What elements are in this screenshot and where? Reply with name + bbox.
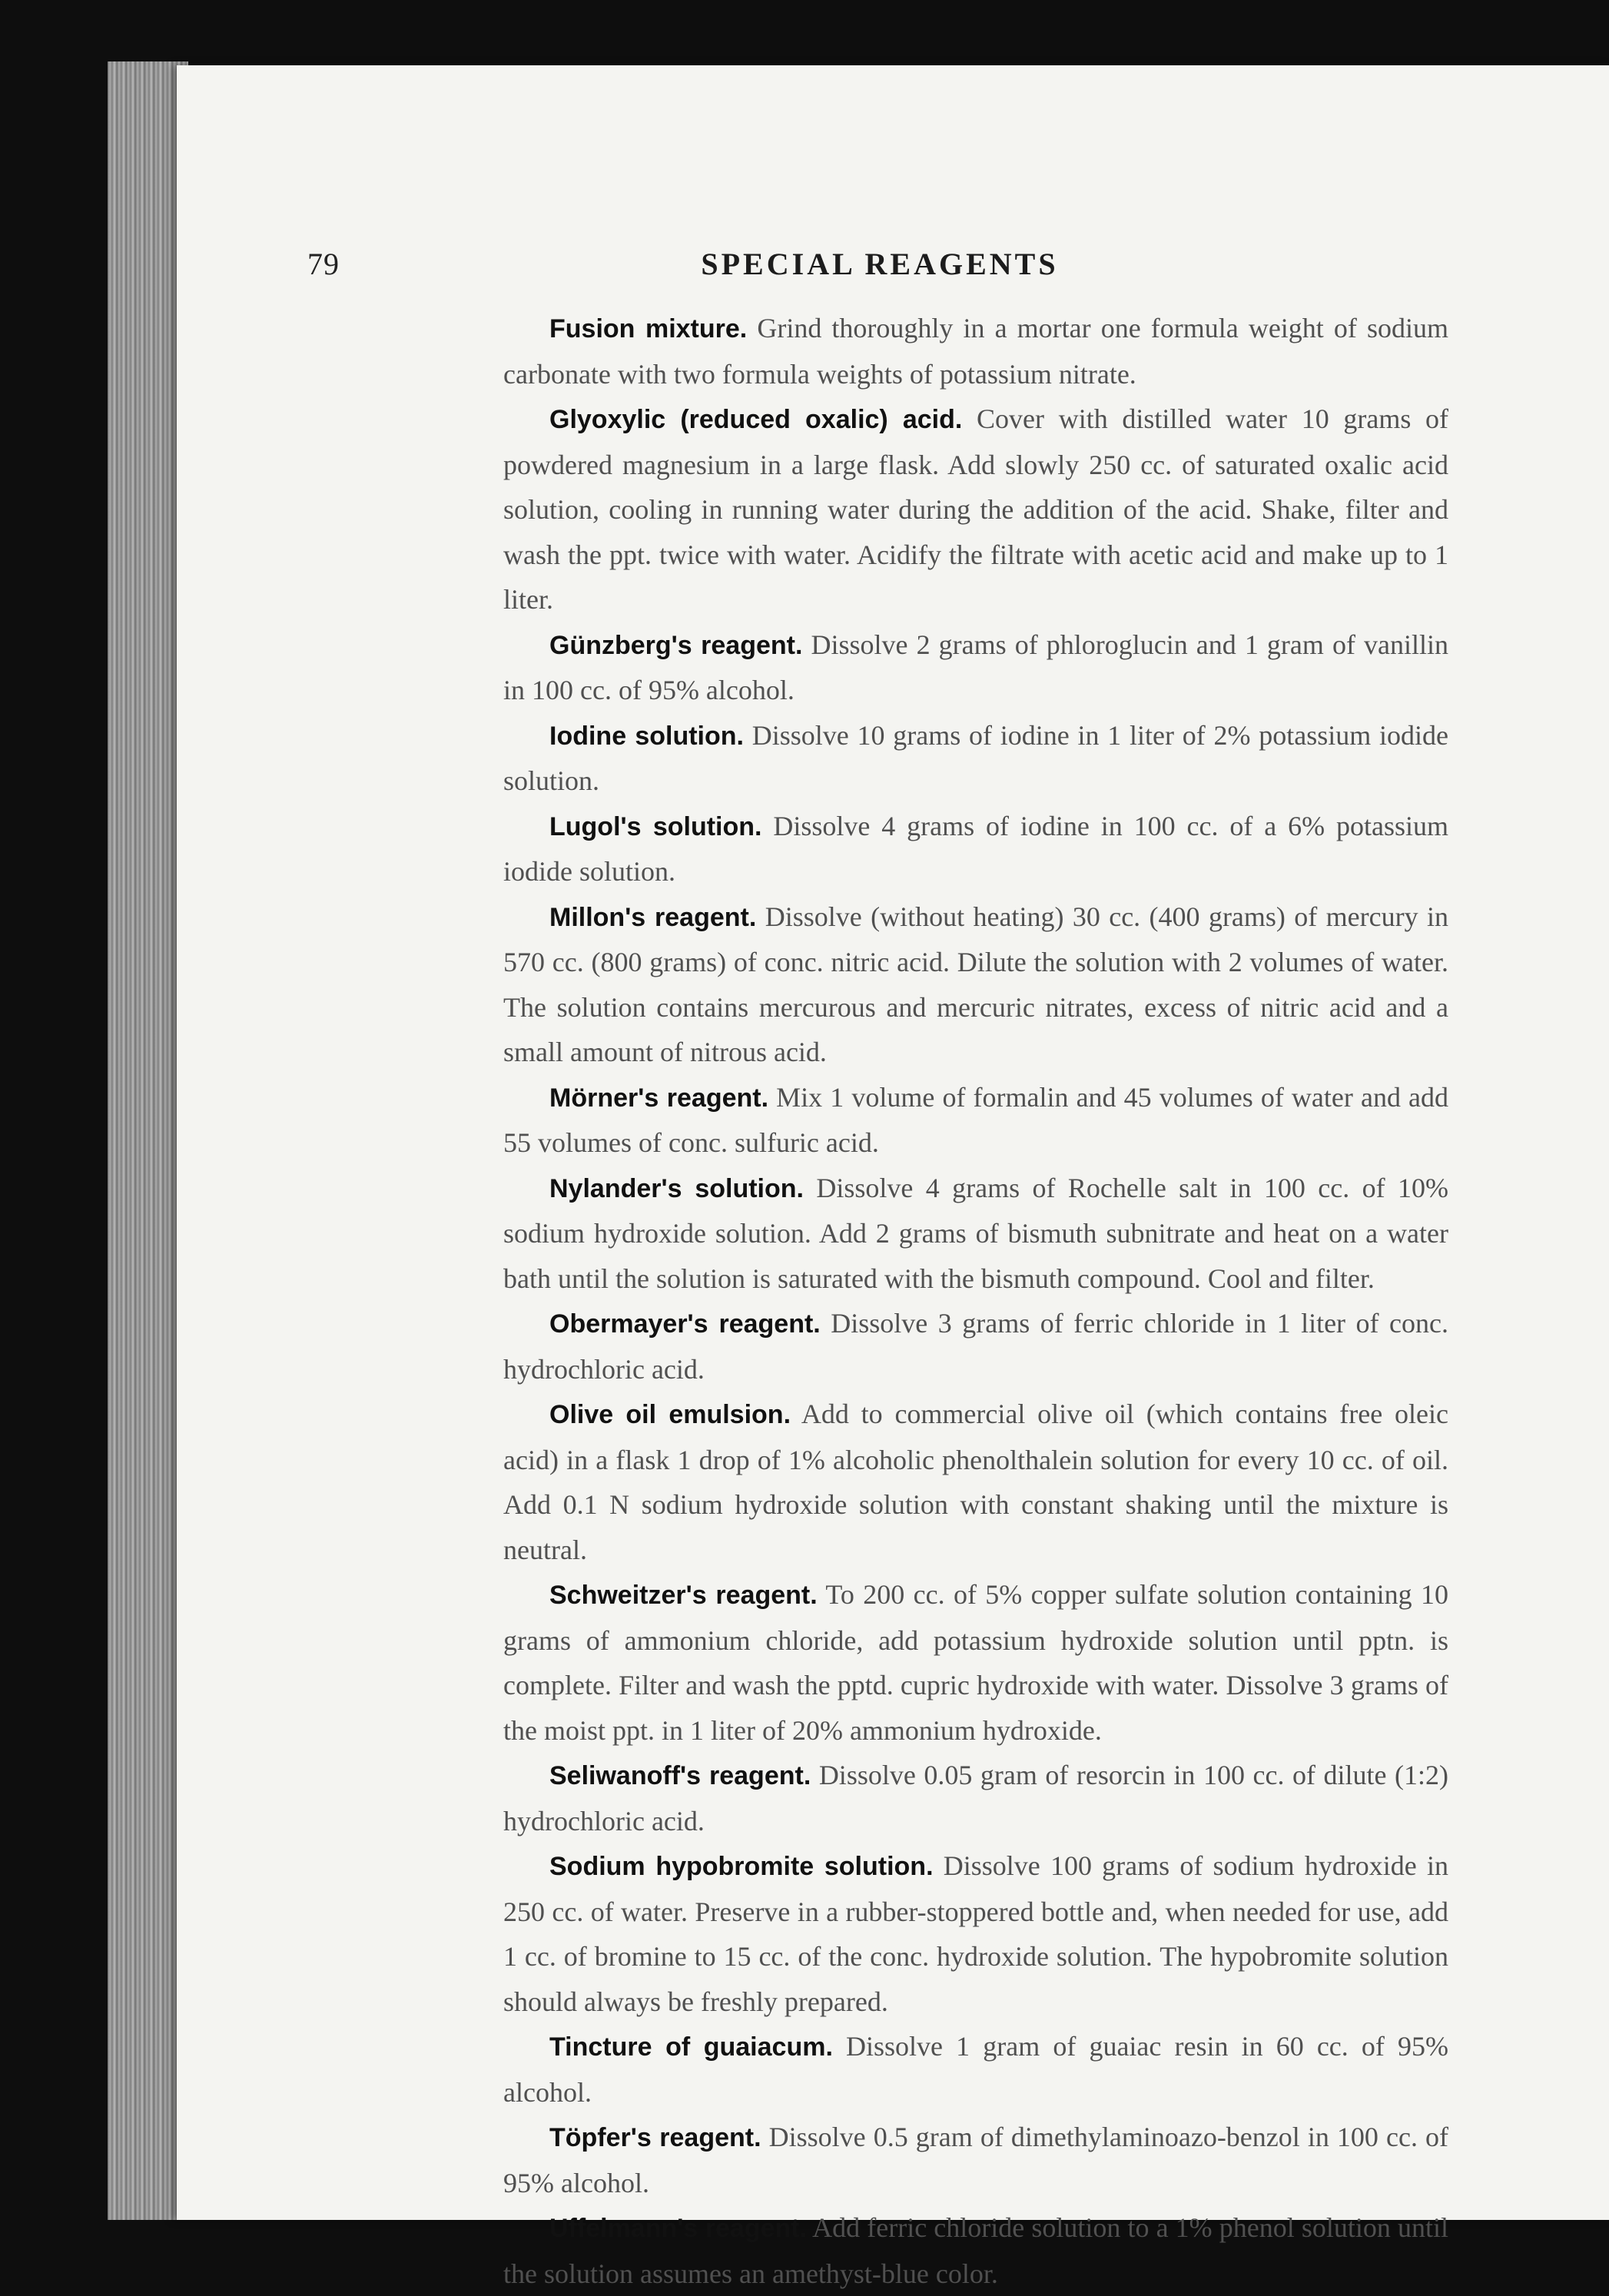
entry-term: Schweitzer's reagent.: [549, 1581, 818, 1610]
entry-text: Grind thoroughly in a mortar one formula weight of sodium carbonate with two formula weights of potassium nitrate.: [503, 313, 1448, 390]
entry-nylander-solution: [503, 1166, 1448, 1302]
entry-term: Iodine solution.: [549, 721, 744, 751]
entry-text: Mix 1 volume of formalin and 45 volumes of water and add 55 volumes of conc. sulfuric acid.: [503, 1081, 1449, 1158]
entry-text: Add to commercial olive oil (which contains free oleic acid) in a flask 1 drop of 1% alcoholic phenolthalein solution for every 10 cc. of oil. Add 0.1 N sodium hydroxide solution with constant shaking until the mixture is neutral.: [503, 1399, 1449, 1565]
entry-millon-reagent: [503, 894, 1448, 1075]
entry-term: Nylander's solution.: [549, 1173, 804, 1203]
entry-olive-oil-emulsion: [503, 1392, 1448, 1572]
entry-text: Add ferric chloride solution to a 1% phenol solution until the solution assumes an amethyst-blue color.: [503, 2212, 1449, 2289]
entry-obermayer-reagent: [503, 1301, 1448, 1392]
entry-term: Lugol's solution.: [549, 811, 762, 841]
entry-text: To 200 cc. of 5% copper sulfate solution containing 10 grams of ammonium chloride, add potassium hydroxide solution until pptn. is complete. Filter and wash the pptd. cupric hydroxide with water. Dissolve 3 grams of the moist ppt. in 1 liter of 20% ammonium hydroxide.: [503, 1579, 1449, 1746]
entry-text: Dissolve 10 grams of iodine in 1 liter of 2% potassium iodide solution.: [503, 719, 1449, 796]
entry-term: Seliwanoff's reagent.: [549, 1761, 811, 1790]
entry-text: Dissolve 3 grams of ferric chloride in 1 liter of conc. hydrochloric acid.: [503, 1308, 1448, 1385]
entry-term: Sodium hypobromite solution.: [549, 1852, 934, 1881]
entry-text: Dissolve 0.5 gram of dimethylaminoazo-benzol in 100 cc. of 95% alcohol.: [503, 2122, 1449, 2198]
entry-sodium-hypobromite: [503, 1843, 1448, 2024]
entry-tincture-guaiacum: [503, 2024, 1448, 2115]
entry-text: Dissolve 4 grams of iodine in 100 cc. of a 6% potassium iodide solution.: [503, 810, 1449, 887]
entry-text: Dissolve 4 grams of Rochelle salt in 100 cc. of 10% sodium hydroxide solution. Add 2 grams of bismuth subnitrate and heat on a water bath until the solution is saturated with the bismuth compound. Cool and filter.: [503, 1172, 1448, 1294]
entry-lugol-solution: [503, 804, 1448, 894]
entry-term: Millon's reagent.: [549, 902, 757, 932]
entry-term: Obermayer's reagent.: [549, 1309, 821, 1339]
entry-term: Tincture of guaiacum.: [549, 2032, 833, 2062]
entry-seliwanoff-reagent: [503, 1753, 1448, 1843]
entry-term: Glyoxylic (reduced oxalic) acid.: [549, 405, 963, 434]
entry-term: Mörner's reagent.: [549, 1083, 769, 1113]
entry-term: Töpfer's reagent.: [549, 2123, 761, 2152]
entry-term: Olive oil emulsion.: [549, 1400, 791, 1429]
entry-text: Dissolve 1 gram of guaiac resin in 60 cc. of 95% alcohol.: [503, 2031, 1449, 2108]
entry-uffelmann-reagent: [503, 2205, 1448, 2296]
entry-gunzberg-reagent: [503, 622, 1448, 713]
entry-fusion-mixture: [503, 306, 1448, 396]
entry-text: Dissolve 2 grams of phloroglucin and 1 gram of vanillin in 100 cc. of 95% alcohol.: [503, 629, 1448, 705]
entry-text: Cover with distilled water 10 grams of powdered magnesium in a large flask. Add slowly 250 cc. of saturated oxalic acid solution, cooling in running water during the addition of the acid. Shake, filter and wash the ppt. twice with water. Acidify the filtrate with acetic acid and make up to 1 liter.: [503, 403, 1449, 615]
reagent-list: [503, 306, 1448, 2296]
entry-term: Günzberg's reagent.: [549, 630, 803, 660]
entry-glyoxylic-acid: [503, 396, 1448, 622]
entry-iodine-solution: [503, 713, 1448, 804]
page-header: [307, 246, 1452, 292]
entry-morner-reagent: [503, 1075, 1448, 1166]
entry-text: Dissolve 0.05 gram of resorcin in 100 cc. of dilute (1:2) hydrochloric acid.: [503, 1760, 1449, 1836]
running-head: SPECIAL REAGENTS: [701, 247, 1059, 281]
entry-term: Fusion mixture.: [549, 314, 748, 343]
entry-term: Uffelmann's reagent.: [549, 2214, 808, 2243]
entry-schweitzer-reagent: [503, 1572, 1448, 1753]
entry-text: Dissolve (without heating) 30 cc. (400 grams) of mercury in 570 cc. (800 grams) of conc. nitric acid. Dilute the solution with 2 volumes of water. The solution contains mercurous and mercuric nitrates, excess of nitric acid and a small amount of nitrous acid.: [503, 901, 1449, 1067]
page-number: 79: [307, 247, 340, 281]
entry-text: Dissolve 100 grams of sodium hydroxide in 250 cc. of water. Preserve in a rubber-stoppered bottle and, when needed for use, add 1 cc. of bromine to 15 cc. of the conc. hydroxide solution. The hypobromite solution should always be freshly prepared.: [503, 1850, 1449, 2017]
entry-topfer-reagent: [503, 2115, 1448, 2205]
